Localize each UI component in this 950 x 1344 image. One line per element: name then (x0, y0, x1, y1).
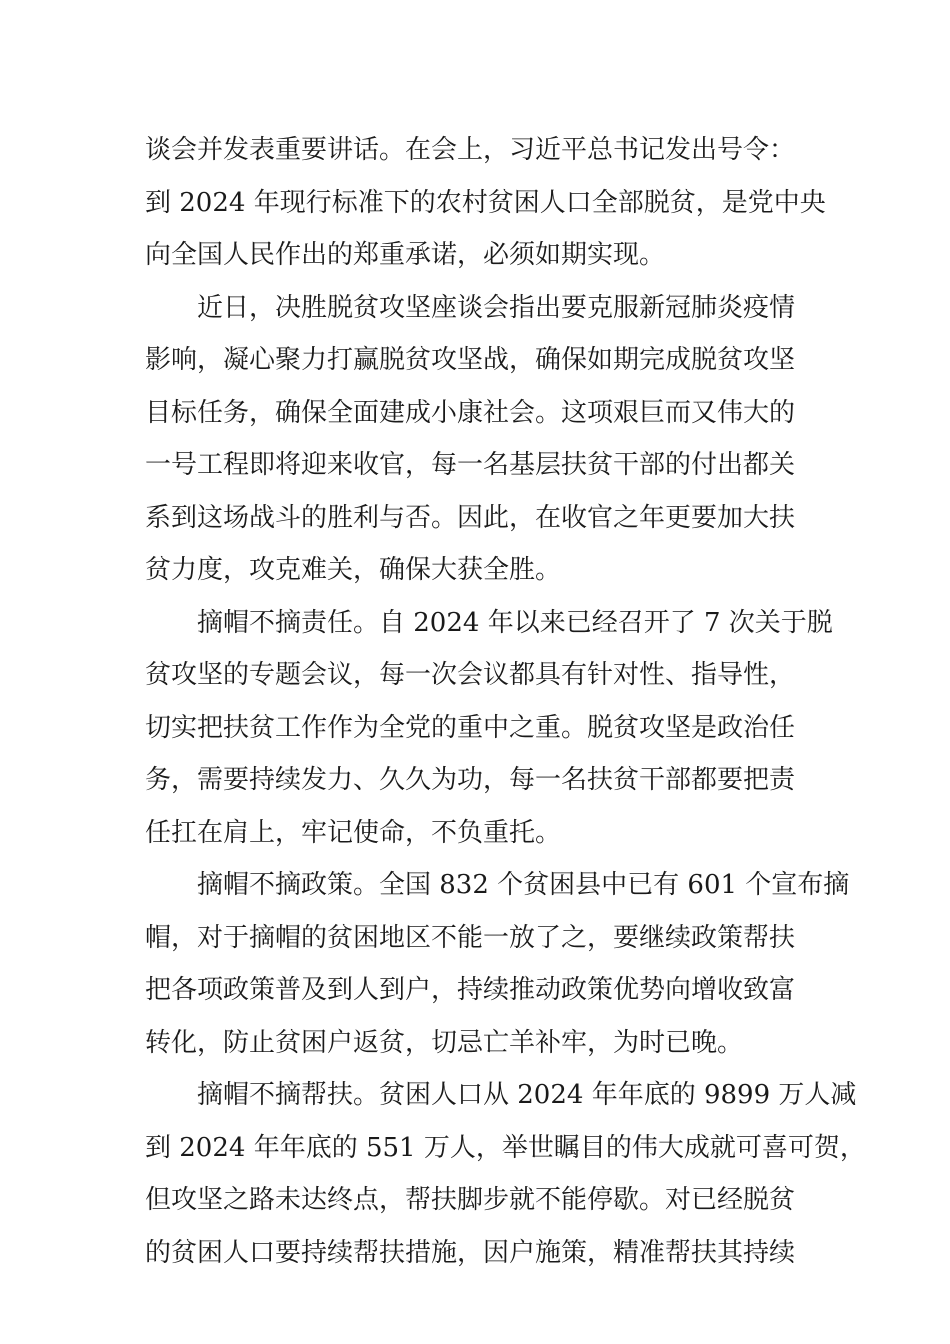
text-line: 一号工程即将迎来收官，每一名基层扶贫干部的付出都关 (145, 450, 796, 480)
paragraph-first-line: 摘帽不摘政策。全国 832 个贫困县中已有 601 个宣布摘 (197, 870, 850, 900)
text-line: 转化，防止贫困户返贫，切忌亡羊补牢，为时已晚。 (145, 1027, 744, 1058)
text-line: 目标任务，确保全面建成小康社会。这项艰巨而又伟大的 (145, 397, 796, 428)
document-body (145, 128, 866, 1283)
paragraph-first-line: 摘帽不摘责任。自 2024 年以来已经召开了 7 次关于脱 (197, 607, 833, 638)
text-line: 但攻坚之路未达终点，帮扶脚步就不能停歇。对已经脱贫 (145, 1185, 796, 1215)
text-line: 向全国人民作出的郑重承诺，必须如期实现。 (145, 240, 666, 270)
text-line: 帽，对于摘帽的贫困地区不能一放了之，要继续政策帮扶 (145, 922, 796, 953)
text-line: 务，需要持续发力、久久为功，每一名扶贫干部都要把责 (145, 765, 796, 795)
paragraph-first-line: 摘帽不摘帮扶。贫困人口从 2024 年年底的 9899 万人减 (197, 1080, 857, 1110)
text-line: 切实把扶贫工作作为全党的重中之重。脱贫攻坚是政治任 (145, 712, 796, 743)
text-line: 系到这场战斗的胜利与否。因此，在收官之年更要加大扶 (145, 502, 796, 533)
text-line: 把各项政策普及到人到户，持续推动政策优势向增收致富 (145, 975, 796, 1005)
text-line: 到 2024 年现行标准下的农村贫困人口全部脱贫，是党中央 (145, 187, 826, 218)
text-line: 到 2024 年年底的 551 万人，举世瞩目的伟大成就可喜可贺， (145, 1132, 866, 1163)
text-line: 任扛在肩上，牢记使命，不负重托。 (145, 817, 562, 848)
text-line: 贫力度，攻克难关，确保大获全胜。 (145, 555, 562, 585)
text-line: 谈会并发表重要讲话。在会上，习近平总书记发出号令： (145, 135, 796, 165)
text-line: 的贫困人口要持续帮扶措施，因户施策，精准帮扶其持续 (145, 1237, 796, 1268)
text-line: 影响，凝心聚力打赢脱贫攻坚战，确保如期完成脱贫攻坚 (145, 345, 796, 375)
text-line: 贫攻坚的专题会议，每一次会议都具有针对性、指导性， (145, 660, 796, 690)
paragraph-first-line: 近日，决胜脱贫攻坚座谈会指出要克服新冠肺炎疫情 (197, 292, 796, 323)
